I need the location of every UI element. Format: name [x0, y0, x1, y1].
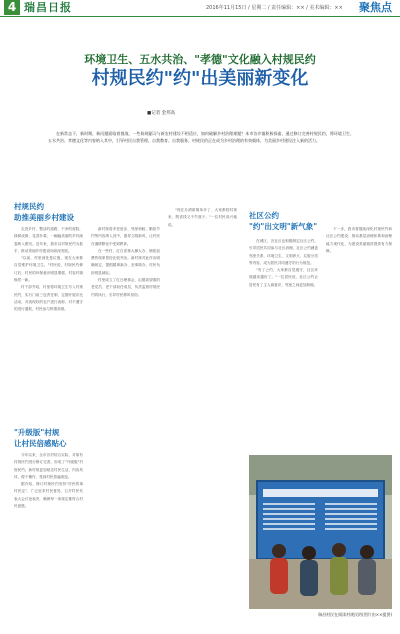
section-tag: 聚焦点	[359, 1, 392, 14]
photo-caption: 瑞昌村民在阅读村规民约(图片由××提供)	[318, 612, 392, 617]
paragraph: 下一步，我市将继续深化村规民约和社区公约建设，推动基层治理体系和治理能力现代化，为建设美丽瑞昌提供有力保障。	[326, 227, 392, 253]
subtitle-line: 社区公约	[249, 211, 279, 220]
paragraph: 在一些村，红白喜事大操大办、铺张浪费的现象曾经比较突出。新村规对此作出明确规定，提倡婚事新办、丧事简办，村民负担明显减轻。	[91, 248, 160, 275]
body-column	[326, 226, 392, 448]
paragraph: "以前，村里到处是垃圾，现在大家都自觉维护环境卫生。"村民说，村规民约修订后，村民的环保意识明显增强，村容村貌焕然一新。	[14, 256, 83, 283]
news-photo	[249, 455, 392, 609]
subtitle-line: 村规民约	[14, 202, 44, 211]
paragraph: 据介绍，修订村规民约坚持"村民的事村民定"，广泛征求村民意见，召开村民代表大会讨论表决，确保每一条规定都符合村民意愿。	[14, 482, 83, 509]
paragraph: 村干部介绍，村里将环境卫生写入村规民约，实行门前三包责任制，定期开展评比活动，对表现好的农户进行表彰，对不遵守的进行通报，村民参与热情高涨。	[14, 285, 83, 312]
newspaper-name: 瑞昌日报	[24, 1, 72, 14]
headline: 村规民约"约"出美丽新变化	[91, 68, 309, 89]
issue-meta: 2016年11月15日 / 星期二 / 责任编辑：×× / 美术编辑：××	[206, 5, 343, 11]
subtitle-line: 助推美丽乡村建设	[14, 213, 74, 222]
paragraph: "现在办酒席简单多了，大家都按村规来，既省钱又不失面子。"一位村民高兴地说。	[168, 208, 237, 227]
body-column	[249, 238, 318, 448]
newspaper-header	[0, 0, 400, 16]
body-column	[168, 207, 237, 634]
paragraph: 村里成立了红白理事会，由德高望重的老党员、老干部担任成员，负责监督村规民约的执行，引导村民移风易俗。	[91, 278, 160, 297]
subtitle-line: "约"出文明"新气象"	[249, 222, 318, 231]
lead-paragraph: 在新常态下，新时期，新问题面临着挑战，一些陈规陋习与新农村建设不相适应，如何破解乡村治理难题？本市各乡镇积极探索，通过修订完善村规民约，将环境卫生、五水共治、孝德文化等内容纳入其中，引导村民自我管理、自我教育、自我服务，村规民约正在成为乡村治理的有效载体，为美丽乡村建设注入新的活力。	[48, 131, 354, 143]
body-column	[14, 226, 83, 420]
section-subtitle	[14, 201, 134, 223]
body-column	[91, 226, 160, 634]
byline: ■记者 金邦高	[147, 111, 176, 116]
photo-illustration	[249, 455, 392, 609]
subtitle-line: 让村民倍感贴心	[14, 439, 67, 448]
body-column	[14, 452, 83, 634]
subtitle-line: "升级版"村规	[14, 428, 60, 437]
paragraph: 在城区，各社区也积极制定社区公约，引导居民共同参与社区治理。社区公约涵盖邻里关系、环境卫生、文明养犬、垃圾分类等内容，成为居民共同遵守的行为规范。	[249, 239, 318, 265]
header-divider	[0, 16, 400, 17]
headline-kicker: 环境卫生、五水共治、"孝德"文化融入村规民约	[84, 53, 316, 66]
paragraph: 走进乡村，整洁的道路，干净的庭院，绿树成荫，花香扑鼻，一幅幅美丽的乡村画卷映入眼帘。近年来，我市以村规民约为抓手，推动美丽乡村建设向纵深发展。	[14, 227, 83, 253]
paragraph: "有了公约，大家都自觉遵守，社区环境越来越好了。"一位居民说，社区公约让居民有了主人翁意识，邻里之间更加和睦。	[249, 268, 318, 287]
page-number: 4	[4, 0, 20, 15]
paragraph: 新村规将孝老爱亲、邻里和睦、勤俭节约等内容纳入其中，倡导文明新风，让村民在潜移默化中受到教育。	[91, 227, 160, 246]
paragraph: 今年以来，全市各村结合实际，对原有村规民约进行修订完善，形成了"升级版"村规民约。新村规更加贴近村民生活，内容具体，便于操作，受到村民普遍欢迎。	[14, 453, 83, 479]
